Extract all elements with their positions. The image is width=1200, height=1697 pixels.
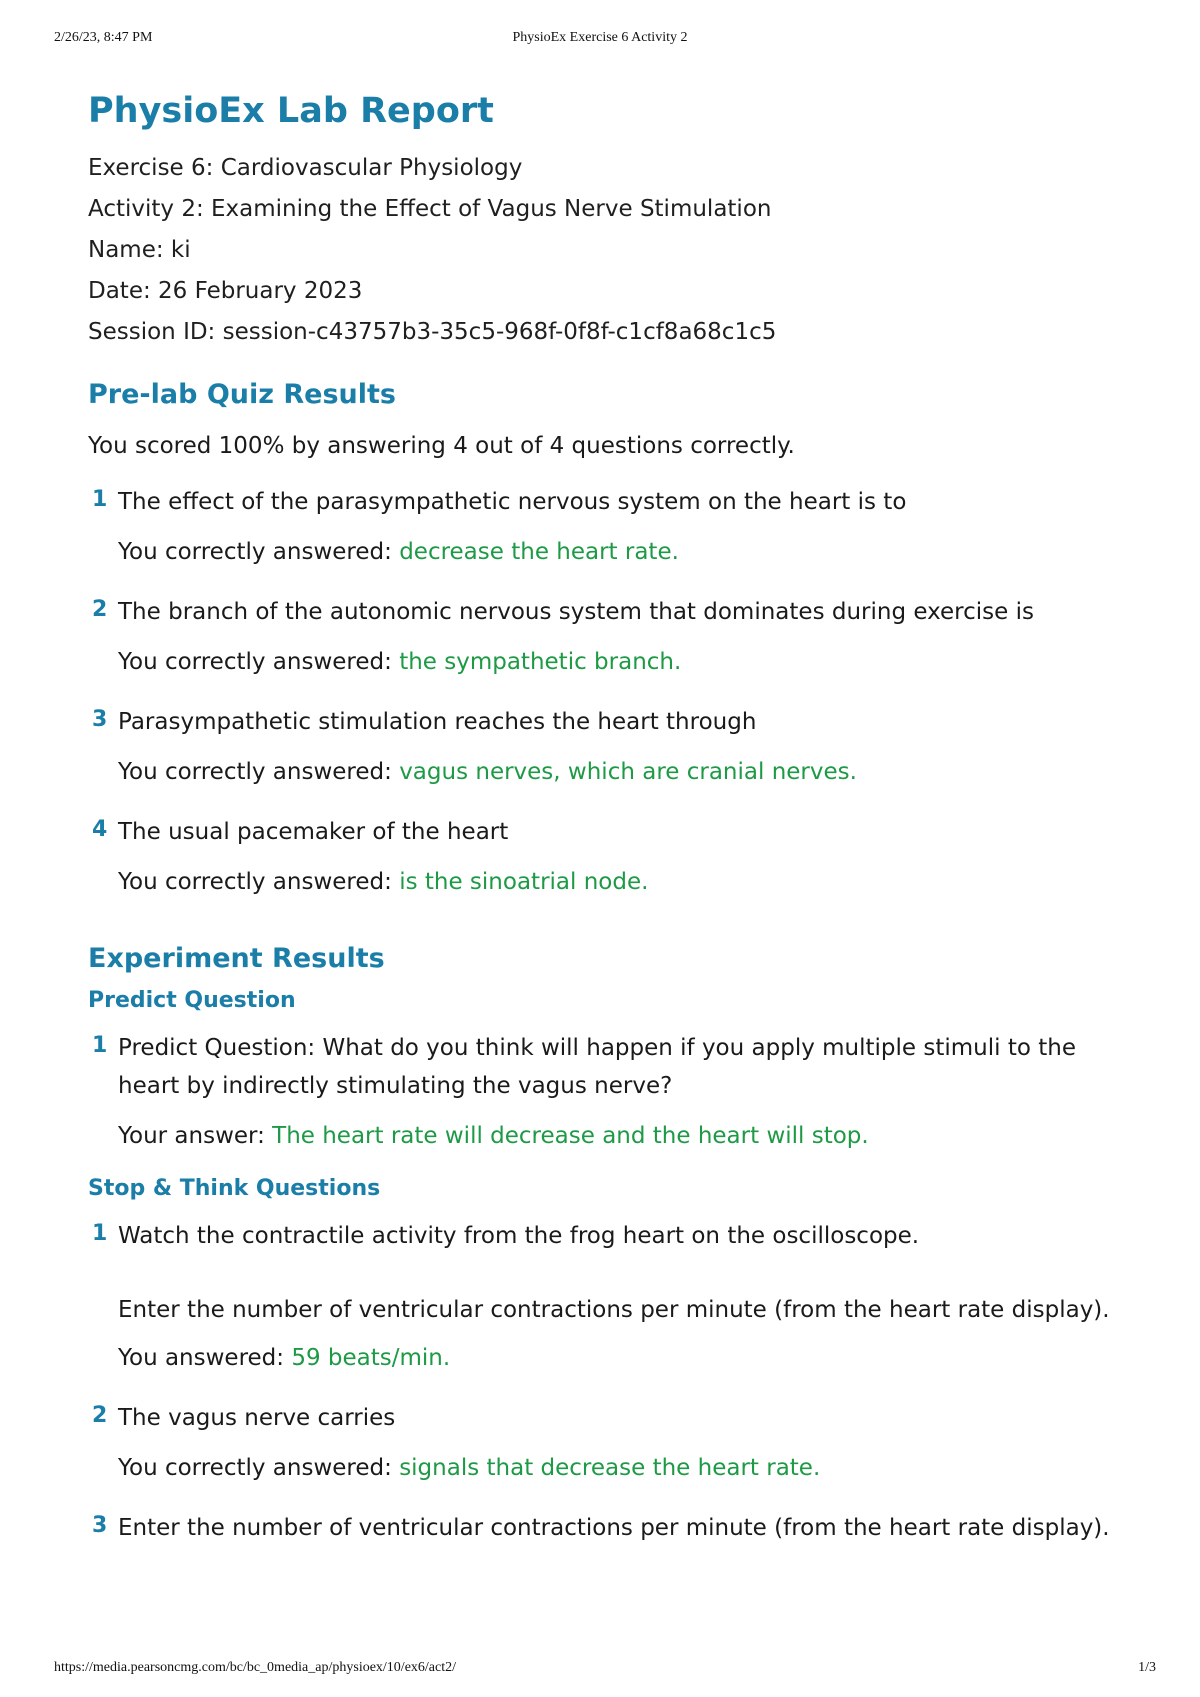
answer-value: decrease the heart rate. [399, 539, 679, 565]
predict-question [88, 1029, 1138, 1153]
answer-prefix: You correctly answered: [118, 539, 400, 565]
experiment-section-title: Experiment Results [88, 943, 385, 974]
exercise-line: Exercise 6: Cardiovascular Physiology [88, 155, 523, 181]
answer-line [118, 535, 1138, 569]
print-page-number: 1/3 [1138, 1660, 1156, 1675]
question-number: 1 [92, 1033, 108, 1058]
print-footer [0, 1660, 1200, 1680]
question-text: Predict Question: What do you think will happen if you apply multiple stimuli to the heart by indirectly stimulating the vagus nerve? [118, 1035, 1076, 1099]
question-text: The branch of the autonomic nervous system that dominates during exercise is [118, 599, 1034, 625]
prelab-score: You scored 100% by answering 4 out of 4 questions correctly. [88, 433, 795, 459]
report-title: PhysioEx Lab Report [88, 91, 494, 131]
answer-value: is the sinoatrial node. [399, 869, 649, 895]
question-number: 2 [92, 597, 108, 622]
activity-line: Activity 2: Examining the Effect of Vagus Nerve Stimulation [88, 196, 772, 222]
print-page-title: PhysioEx Exercise 6 Activity 2 [512, 30, 688, 45]
answer-prefix: You correctly answered: [118, 1455, 400, 1481]
predict-question-title: Predict Question [88, 988, 296, 1013]
answer-line [118, 755, 1138, 789]
stop-think-question [88, 1509, 1138, 1547]
question-text: Watch the contractile activity from the frog heart on the oscilloscope. [118, 1223, 920, 1249]
answer-line [118, 1119, 1138, 1153]
report-meta [88, 148, 1138, 353]
answer-line [118, 1341, 1138, 1375]
answer-value: vagus nerves, which are cranial nerves. [399, 759, 857, 785]
question-text: Enter the number of ventricular contractions per minute (from the heart rate display). [118, 1515, 1110, 1541]
print-header [0, 30, 1200, 50]
stop-think-title: Stop & Think Questions [88, 1176, 381, 1201]
answer-prefix: Your answer: [118, 1123, 273, 1149]
question-number: 1 [92, 487, 108, 512]
answer-value: signals that decrease the heart rate. [399, 1455, 821, 1481]
question-number: 1 [92, 1221, 108, 1246]
answer-line [118, 865, 1138, 899]
question-text: The vagus nerve carries [118, 1405, 396, 1431]
answer-line [118, 645, 1138, 679]
print-datetime: 2/26/23, 8:47 PM [54, 30, 153, 45]
prelab-question [88, 813, 1138, 899]
answer-value: The heart rate will decrease and the heart will stop. [272, 1123, 869, 1149]
name-line: Name: ki [88, 237, 191, 263]
prelab-question [88, 593, 1138, 679]
answer-prefix: You correctly answered: [118, 759, 400, 785]
prelab-section-title: Pre-lab Quiz Results [88, 379, 396, 410]
question-number: 2 [92, 1403, 108, 1428]
answer-value: the sympathetic branch. [399, 649, 682, 675]
answer-prefix: You correctly answered: [118, 869, 400, 895]
stop-think-question [88, 1399, 1138, 1485]
question-number: 3 [92, 707, 108, 732]
print-url: https://media.pearsoncmg.com/bc/bc_0media_ap/physioex/10/ex6/act2/ [54, 1660, 457, 1675]
question-extra-text: Enter the number of ventricular contractions per minute (from the heart rate display). [118, 1297, 1110, 1323]
question-text: Parasympathetic stimulation reaches the heart through [118, 709, 757, 735]
question-number: 4 [92, 817, 108, 842]
question-text: The effect of the parasympathetic nervous system on the heart is to [118, 489, 907, 515]
report-content [88, 84, 1138, 1547]
question-number: 3 [92, 1513, 108, 1538]
prelab-question [88, 703, 1138, 789]
prelab-question [88, 483, 1138, 569]
answer-value: 59 beats/min. [291, 1345, 451, 1371]
answer-prefix: You correctly answered: [118, 649, 400, 675]
session-line: Session ID: session-c43757b3-35c5-968f-0f8f-c1cf8a68c1c5 [88, 319, 777, 345]
stop-think-question [88, 1217, 1138, 1375]
date-line: Date: 26 February 2023 [88, 278, 363, 304]
answer-line [118, 1451, 1138, 1485]
question-text: The usual pacemaker of the heart [118, 819, 509, 845]
answer-prefix: You answered: [118, 1345, 292, 1371]
